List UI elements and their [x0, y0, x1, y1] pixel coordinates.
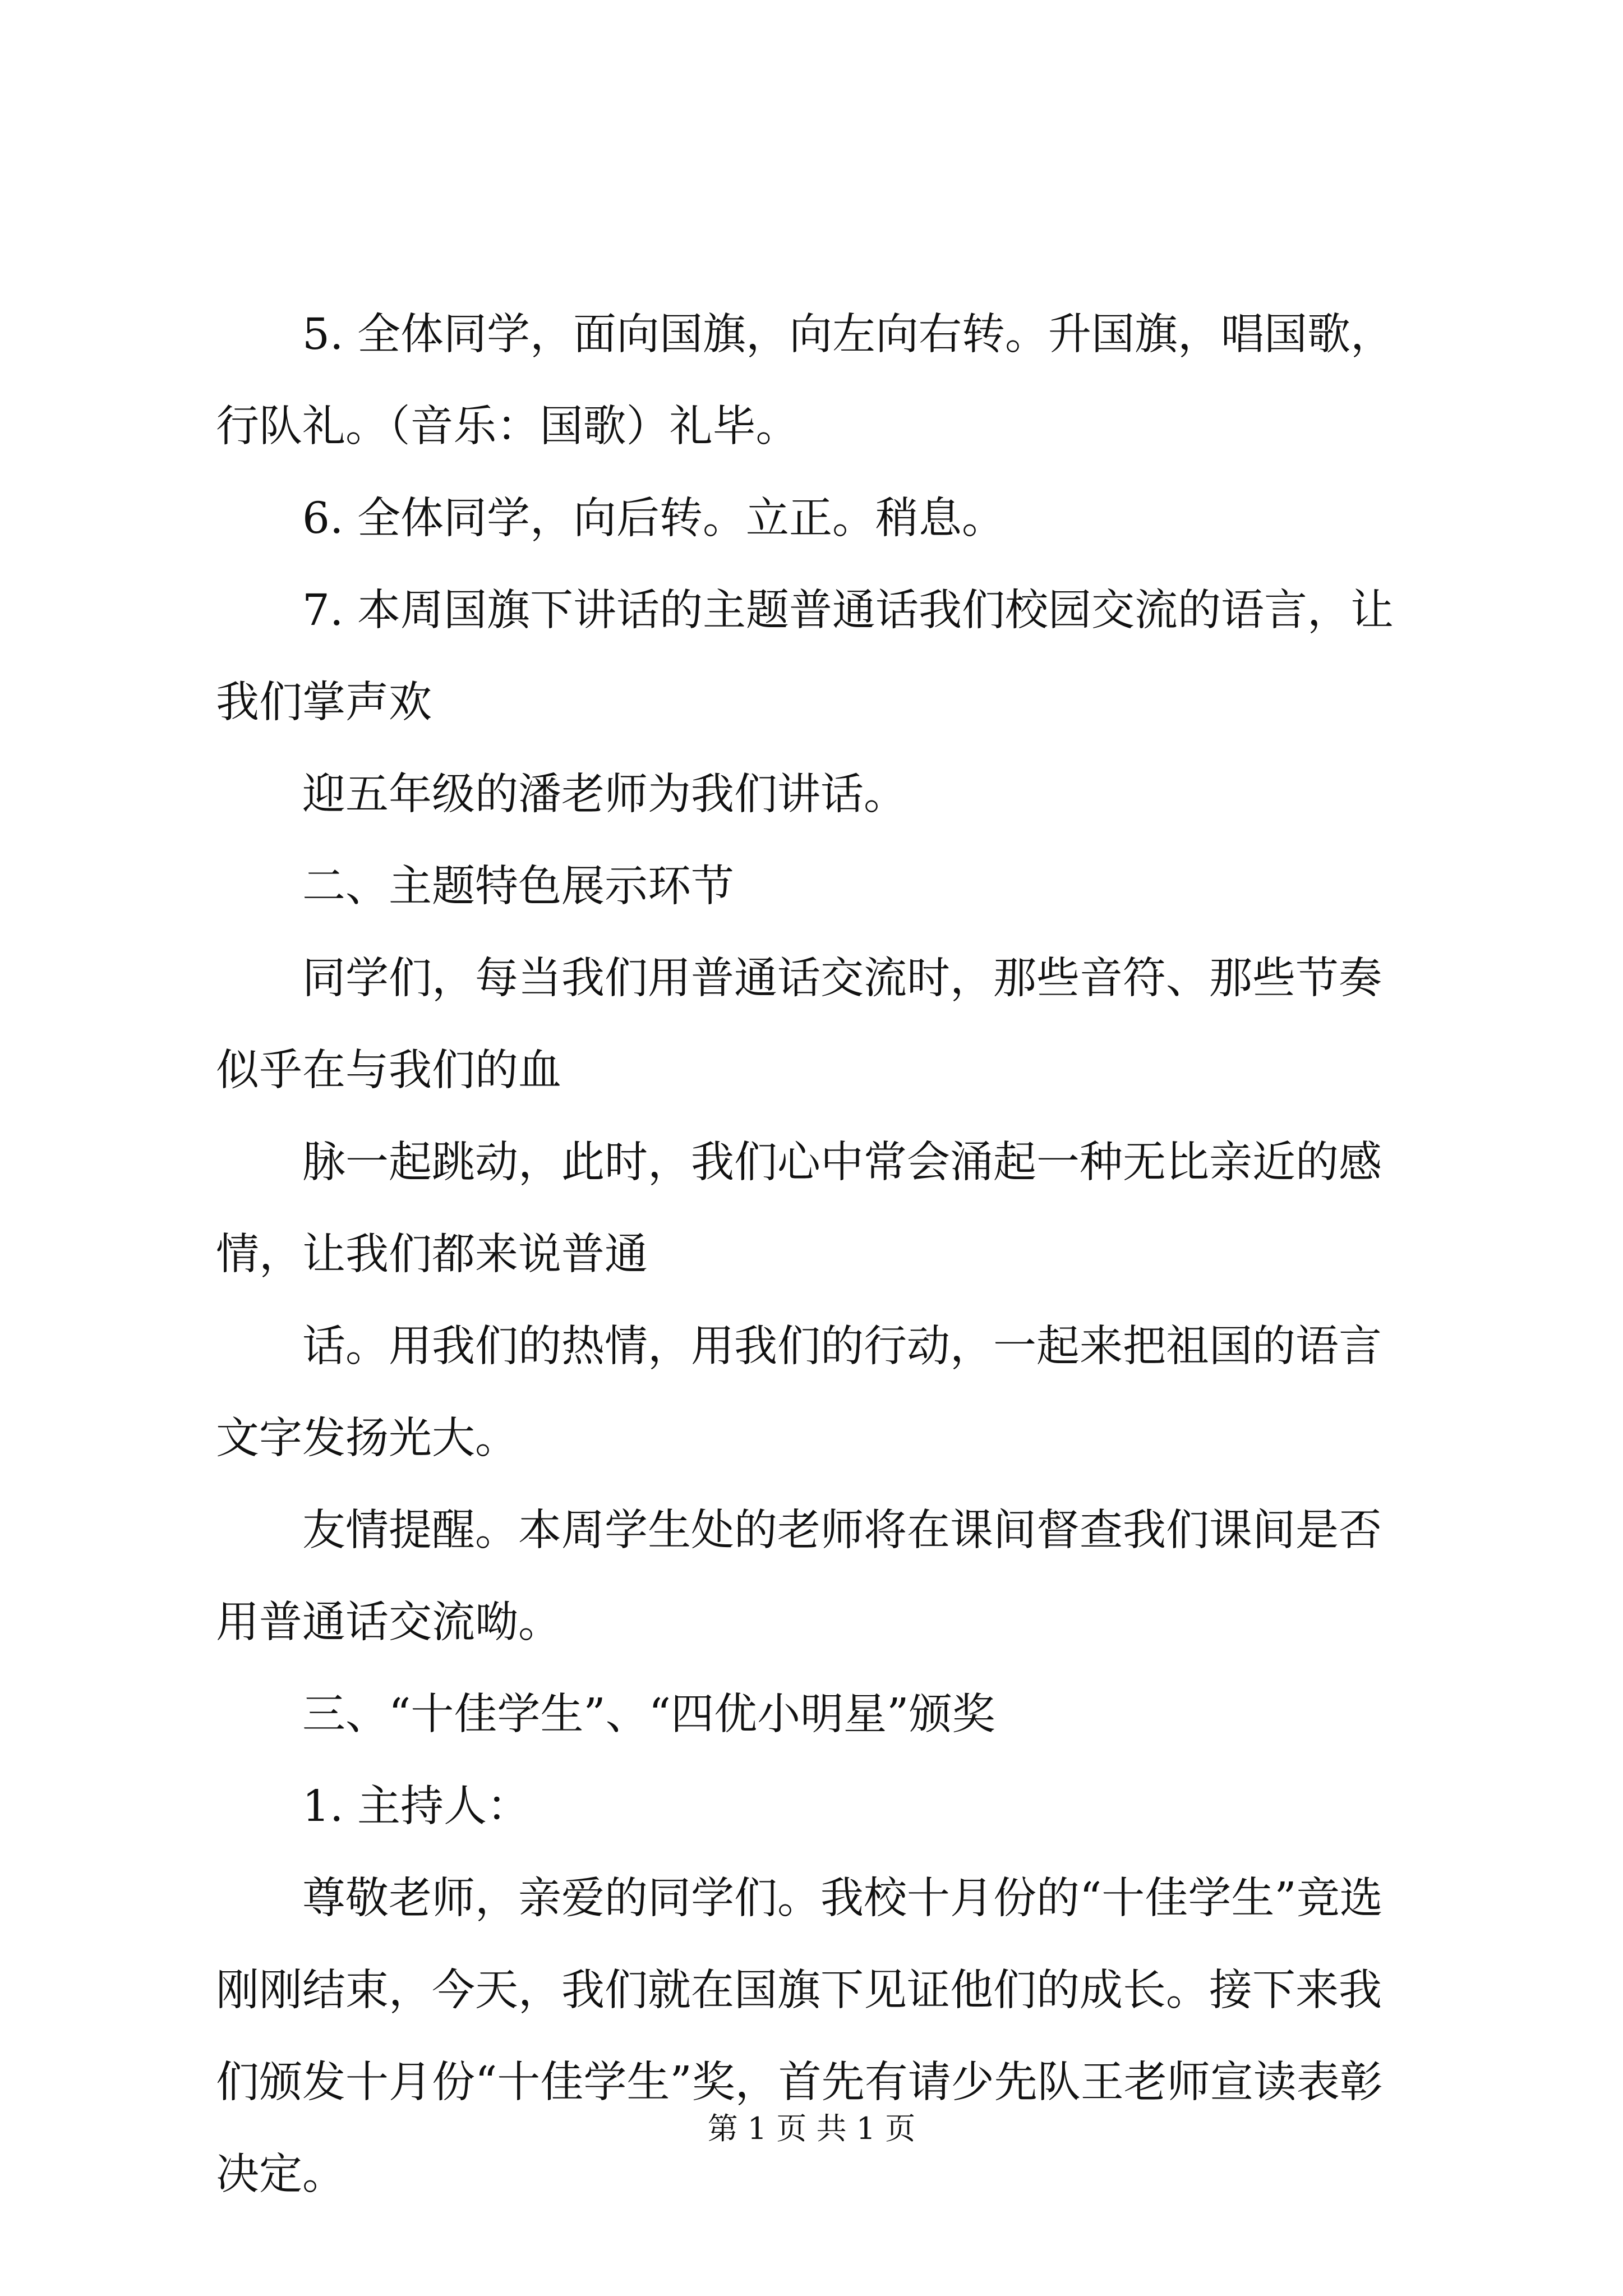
section-heading-2: 二、主题特色展示环节 — [302, 862, 734, 912]
paragraph-item-7: 7. 本周国旗下讲话的主题普通话我们校园交流的语言，让我们掌声欢 — [216, 586, 1394, 728]
page-footer: 第 1 页 共 1 页 — [707, 2111, 916, 2146]
section-heading-3: 三、“十佳学生”、“四优小明星”颁奖 — [302, 1690, 995, 1740]
paragraph-continuation-3: 话。用我们的热情，用我们的行动，一起来把祖国的语言文字发扬光大。 — [216, 1322, 1382, 1464]
host-label: 1. 主持人： — [302, 1782, 530, 1832]
host-speech: 尊敬老师，亲爱的同学们。我校十月份的“十佳学生”竞选刚刚结束，今天，我们就在国旗下见证他们的成长。接下来我们颁发十月份“十佳学生”奖，首先有请少先队王老师宣读表彰决定。 — [216, 1874, 1383, 2200]
document-body — [216, 289, 1422, 2221]
paragraph-item-5: 5. 全体同学，面向国旗，向左向右转。升国旗，唱国歌，行队礼。（音乐：国歌）礼毕。 — [216, 310, 1394, 452]
reminder-paragraph: 友情提醒。本周学生处的老师将在课间督查我们课间是否用普通话交流呦。 — [216, 1506, 1382, 1648]
paragraph-continuation-2: 脉一起跳动，此时，我们心中常会涌起一种无比亲近的感情，让我们都来说普通 — [216, 1138, 1382, 1280]
paragraph-item-6: 6. 全体同学，向后转。立正。稍息。 — [302, 494, 1005, 544]
paragraph-intro: 同学们，每当我们用普通话交流时，那些音符、那些节奏似乎在与我们的血 — [216, 954, 1382, 1096]
paragraph-continuation: 迎五年级的潘老师为我们讲话。 — [302, 770, 907, 820]
